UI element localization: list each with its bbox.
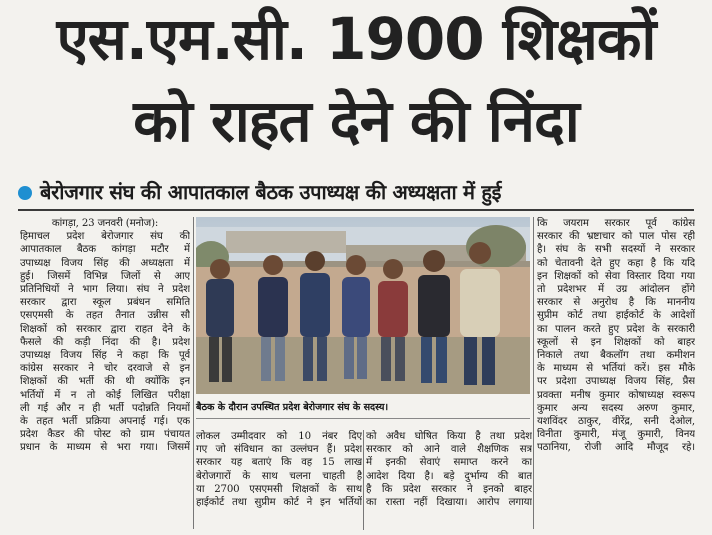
article-line: यशविंदर ठाकुर, वीरेंद्र, सनी देओल,	[537, 416, 695, 428]
article-line: प्रदेश कैडर की पोस्ट को ग्राम पंचायत	[20, 429, 190, 441]
photo-caption: बैठक के दौरान उपस्थित प्रदेश बेरोजगार संघ के सदस्य।	[196, 398, 530, 419]
article-line: सरकार द्वारा स्कूल प्रबंधन समिति	[20, 297, 190, 309]
article-line: सरकार को आने वाले शैक्षणिक सत्र	[366, 444, 532, 456]
subheadline-text: बेरोजगार संघ की आपातकाल बैठक उपाध्यक्ष की अध्यक्षता में हुई	[40, 179, 502, 204]
article-line: हाईकोर्ट तथा सुप्रीम कोर्ट ने इन भर्तियों	[196, 497, 362, 509]
article-line: हिमाचल प्रदेश बेरोजगार संघ की	[20, 231, 190, 243]
article-line: निकाले तथा बैकलॉग तथा कमीशन	[537, 350, 695, 362]
article-column-2	[196, 430, 362, 530]
article-line: सरकार से अनुरोध है कि माननीय	[537, 297, 695, 309]
article-line: लोकल उम्मीदवार को 10 नंबर दिए	[196, 431, 362, 442]
article-line: सरकार की भ्रष्टाचार को पाल पोस रही	[537, 231, 695, 243]
article-line: कुमार अन्य सदस्य अरुण कुमार,	[537, 402, 695, 414]
article-line: में इनकी सेवाएं समाप्त करने का	[366, 457, 532, 469]
article-line: को चेतावनी देते हुए कहा है कि यदि	[537, 257, 695, 269]
headline-line-1: एस.एम.सी. 1900 शिक्षकों	[56, 5, 656, 73]
article-line: उपाध्यक्ष विजय सिंह ने कहा कि पूर्व	[20, 350, 190, 362]
group-photo	[196, 217, 530, 394]
article-line: हुई। जिसमें विभिन्न जिलों से आए	[20, 270, 190, 282]
article-line: है। संघ के सभी सदस्यों ने सरकार	[537, 244, 695, 256]
article-line: प्रवक्ता मनीष कुमार कोषाध्यक्ष स्वरूप	[537, 389, 695, 401]
group-photo-illustration	[196, 217, 530, 394]
article-line: का पालन करते हुए प्रदेश के सरकारी	[537, 323, 695, 335]
article-line: आदेश दिया है। बड़े दुर्भाग्य की बात	[366, 470, 532, 482]
article-column-3	[366, 430, 532, 530]
article-line: भर्तियों में न तो कोई लिखित परीक्षा	[20, 389, 190, 401]
article-line: विनीता कुमारी, मंजू कुमारी, विनय	[537, 429, 695, 441]
article-line: शिक्षकों को सरकार द्वारा राहत देने के	[20, 323, 190, 335]
article-line: इन शिक्षकों को सेवा विस्तार दिया गया	[537, 270, 695, 282]
article-line: तो प्रदेशभर में उग्र आंदोलन होंगे	[537, 284, 695, 296]
subheadline	[18, 176, 501, 206]
article-line: पठानिया, रोजी आदि मौजूद रहे।	[537, 442, 695, 454]
article-line: कांगड़ा, 23 जनवरी (मनोज):	[51, 218, 159, 229]
article-line: कि जयराम सरकार पूर्व कांग्रेस	[537, 218, 695, 229]
article-line: फैसले की कड़ी निंदा की है। प्रदेश	[20, 336, 190, 348]
article-column-1	[20, 217, 190, 529]
article-line: के तहत भर्ती प्रक्रिया अपनाई गई। एक	[20, 416, 190, 428]
column-divider	[533, 217, 534, 529]
article-line: बेरोजगारों के साथ चलना चाहती है	[196, 470, 362, 482]
article-line: उपाध्यक्ष विजय सिंह की अध्यक्षता में	[20, 257, 190, 269]
article-line: आपातकाल बैठक कांगड़ा मटौर में	[20, 244, 190, 256]
headline-line-2: को राहत देने की निंदा	[133, 87, 579, 155]
article-column-4	[537, 217, 695, 529]
article-line: प्रतिनिधियों ने भाग लिया। संघ ने प्रदेश	[20, 284, 190, 296]
article-line: ली गई और न ही भर्ती पदोन्नति नियमों	[20, 402, 190, 414]
column-divider	[193, 217, 194, 529]
bullet-dot-icon	[18, 186, 32, 200]
article-line: स्कूलों से इन शिक्षकों को बाहर	[537, 336, 695, 348]
article-line: या 2700 एसएमसी शिक्षकों के साथ	[196, 483, 362, 495]
article-line: है कि प्रदेश सरकार ने इनको बाहर	[366, 483, 532, 495]
article-line: सरकार यह बताएं कि वह 15 लाख	[196, 457, 362, 469]
article-line: गए जो संविधान का उल्लंघन हैं। प्रदेश	[196, 444, 362, 456]
article-line: एसएमसी के तहत तैनात उन्नीस सौ	[20, 310, 190, 322]
article-line: के माध्यम से भर्तियां करें। इस मौके	[537, 363, 695, 375]
article-line: का रास्ता नहीं दिखाया। आरोप लगाया	[366, 497, 532, 509]
section-divider	[18, 209, 694, 211]
article-line: पर प्रदेशा उपाध्यक्ष विजय सिंह, प्रैस	[537, 376, 695, 388]
article-line: प्रधान के माध्यम से भरा गया। जिसमें	[20, 442, 190, 454]
article-line: को अवैध घोषित किया है तथा प्रदेश	[366, 431, 532, 442]
article-line: कांग्रेस सरकार ने चोर दरवाजे से इन	[20, 363, 190, 375]
article-line: शिक्षकों की भर्ती की थी क्योंकि इन	[20, 376, 190, 388]
column-divider	[363, 430, 364, 530]
article-line: सुप्रीम कोर्ट तथा हाईकोर्ट के आदेशों	[537, 310, 695, 322]
